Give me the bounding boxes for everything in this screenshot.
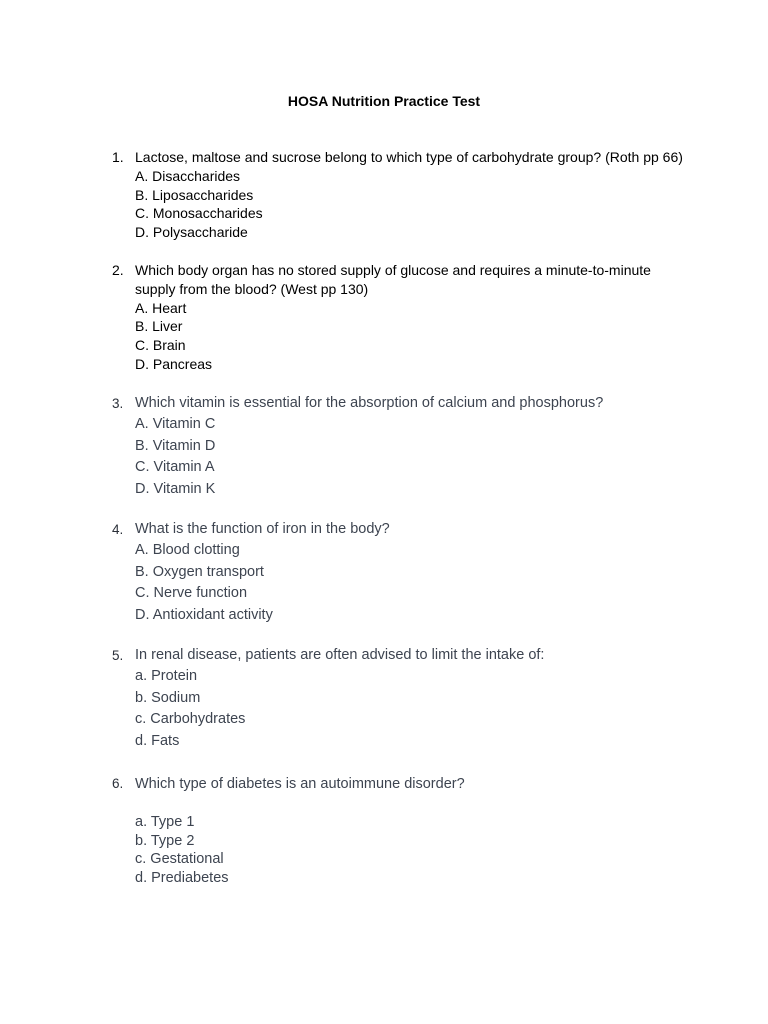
question-number: 3. — [112, 396, 124, 411]
question-number: 5. — [112, 648, 124, 663]
question-number: 6. — [112, 776, 124, 791]
question-number: 1. — [112, 149, 124, 165]
answer-option: D. Pancreas — [135, 355, 213, 372]
question-number: 2. — [112, 262, 124, 278]
answer-option: c. Carbohydrates — [135, 711, 246, 728]
answer-option: D. Vitamin K — [135, 480, 216, 497]
answer-option: c. Gestational — [135, 851, 224, 868]
answer-option: D. Antioxidant activity — [135, 606, 273, 623]
answer-option: C. Nerve function — [135, 585, 248, 602]
question-text: supply from the blood? (West pp 130) — [135, 280, 369, 297]
answer-option: B. Oxygen transport — [135, 563, 264, 580]
answer-option: A. Disaccharides — [135, 167, 241, 184]
answer-option: D. Polysaccharide — [135, 224, 248, 241]
question-text: Which type of diabetes is an autoimmune disorder? — [135, 776, 465, 792]
question-text: Which body organ has no stored supply of glucose and requires a minute-to-minute — [135, 262, 651, 278]
answer-option: B. Liposaccharides — [135, 186, 254, 203]
answer-option: a. Type 1 — [135, 813, 195, 830]
answer-option: C. Vitamin A — [135, 459, 215, 476]
answer-option: C. Monosaccharides — [135, 205, 263, 222]
question-number: 4. — [112, 522, 124, 537]
answer-option: B. Liver — [135, 318, 183, 335]
answer-option: b. Sodium — [135, 689, 201, 706]
answer-option: a. Protein — [135, 668, 198, 685]
question-text: In renal disease, patients are often advised to limit the intake of: — [135, 647, 545, 663]
question-text: Which vitamin is essential for the absorption of calcium and phosphorus? — [135, 395, 604, 411]
answer-option: A. Blood clotting — [135, 542, 240, 559]
answer-option: b. Type 2 — [135, 832, 195, 849]
spacer — [135, 794, 715, 813]
answer-option: A. Heart — [135, 299, 187, 316]
question-text: Lactose, maltose and sucrose belong to which type of carbohydrate group? (Roth pp 66) — [135, 149, 683, 165]
page-title: HOSA Nutrition Practice Test — [287, 93, 481, 109]
answer-option: B. Vitamin D — [135, 437, 216, 454]
answer-option: C. Brain — [135, 337, 186, 354]
answer-option: d. Prediabetes — [135, 870, 229, 887]
answer-option: d. Fats — [135, 732, 180, 749]
answer-option: A. Vitamin C — [135, 416, 216, 433]
question-text: What is the function of iron in the body? — [135, 521, 390, 537]
